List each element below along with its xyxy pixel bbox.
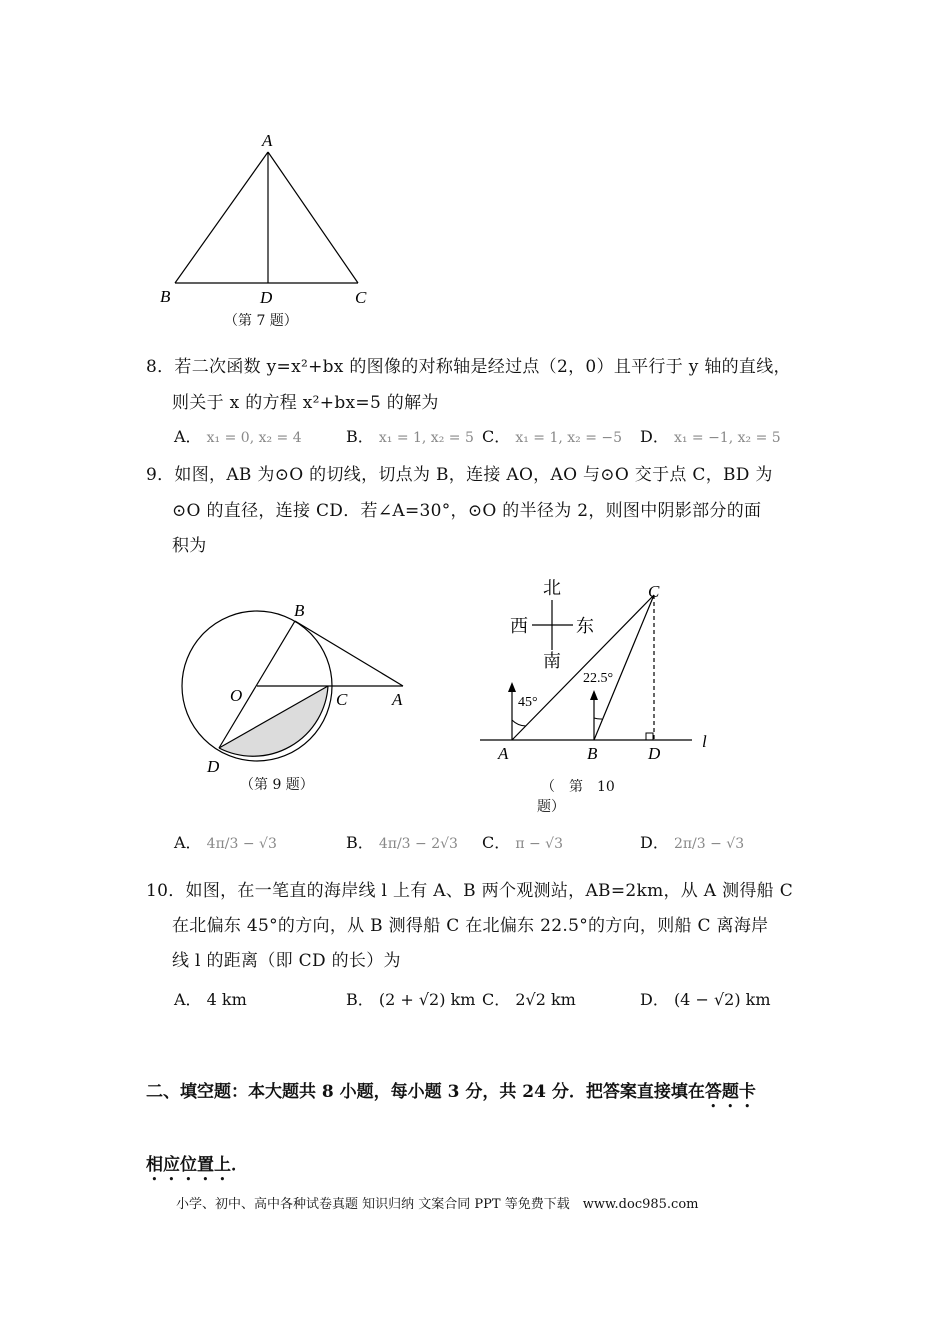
q8-option-b-letter: B． [346,427,374,446]
figure-10-coastline [470,572,720,772]
q9-line2: ⊙O 的直径，连接 CD．若∠A=30°，⊙O 的半径为 2，则图中阴影部分的面 [172,501,762,521]
fig7-label-c: C [355,288,367,305]
compass-east: 东 [576,616,594,636]
q9-option-a-letter: A． [174,833,202,852]
fig10-caption-line1: （ 第 10 [541,779,615,795]
page-footer: 小学、初中、高中各种试卷真题 知识归纳 文案合同 PPT 等免费下载 www.doc985.com [176,1197,699,1212]
fig7-label-d: D [260,288,273,305]
q8-option-c-letter: C． [482,427,511,446]
figure-7-triangle [150,130,390,305]
fig9-label-o: O [230,686,243,705]
q9-option-b-value: 4π/3 − 2√3 [378,836,458,852]
q9-option-a-value: 4π/3 − √3 [206,836,277,852]
q10-line2: 在北偏东 45°的方向，从 B 测得船 C 在北偏东 22.5°的方向，则船 C 离海岸 [172,916,769,936]
fig9-label-d: D [207,757,220,776]
fig7-caption: （第 7 题） [224,313,298,329]
q8-line1: 8．若二次函数 y=x²+bx 的图像的对称轴是经过点（2，0）且平行于 y 轴的直线， [146,357,791,377]
q10-option-b[interactable] [346,987,475,1010]
q10-option-a-value: 4 km [206,990,247,1009]
section-2-heading-text: 二、填空题：本大题共 8 小题，每小题 3 分，共 24 分．把答案直接填在 [146,1082,705,1102]
fig9-label-b: B [294,601,305,620]
q10-option-d[interactable] [640,987,771,1010]
q10-line1: 10．如图，在一笔直的海岸线 l 上有 A、B 两个观测站，AB=2km，从 A 测得船 C [146,881,793,901]
q9-option-d-value: 2π/3 − √3 [673,836,745,852]
q9-line1: 9．如图，AB 为⊙O 的切线，切点为 B，连接 AO，AO 与⊙O 交于点 C，BD 为 [146,465,773,485]
q9-option-c-letter: C． [482,833,511,852]
compass-south: 南 [543,651,561,671]
q10-option-a-letter: A． [174,990,202,1009]
q8-option-a[interactable] [174,424,302,447]
fig10-caption-line2: 题） [537,799,565,815]
q8-option-d[interactable] [640,424,781,447]
fig7-label-a: A [262,131,273,150]
q9-option-a[interactable] [174,830,277,853]
section-2-heading-emphasis-2: 相应位置上 [146,1155,231,1175]
q9-option-b[interactable] [346,830,458,853]
q8-option-c[interactable] [482,424,622,447]
fig10-label-l: l [702,732,707,751]
q10-option-b-letter: B． [346,990,374,1009]
q8-option-c-value: x₁ = 1, x₂ = −5 [515,430,623,446]
q8-option-d-value: x₁ = −1, x₂ = 5 [673,430,781,446]
section-2-heading-end: ． [231,1155,248,1175]
q9-option-c-value: π − √3 [515,836,564,852]
section-2-heading-line1 [146,1077,756,1112]
q9-line3: 积为 [172,536,207,556]
fig10-angle-45: 45° [518,695,538,710]
figure-9-circle [170,598,420,778]
fig10-label-a: A [498,744,509,763]
q10-option-b-value: (2 + √2) km [378,990,476,1009]
fig9-label-a: A [392,690,403,709]
q8-option-b-value: x₁ = 1, x₂ = 5 [378,430,474,446]
fig9-caption: （第 9 题） [240,777,314,793]
q9-option-d-letter: D． [640,833,669,852]
q8-line2: 则关于 x 的方程 x²+bx=5 的解为 [172,393,439,413]
fig10-label-d: D [648,744,661,763]
fig10-label-c: C [648,582,660,601]
q10-line3: 线 l 的距离（即 CD 的长）为 [172,951,401,971]
q9-option-b-letter: B． [346,833,374,852]
compass-west: 西 [510,616,528,636]
q9-option-c[interactable] [482,830,563,853]
fig10-label-b: B [587,744,598,763]
q9-option-d[interactable] [640,830,744,853]
q8-option-a-letter: A． [174,427,202,446]
q8-option-b[interactable] [346,424,474,447]
q10-option-d-value: (4 − √2) km [673,990,771,1009]
q10-option-d-letter: D． [640,990,669,1009]
compass-north: 北 [543,578,561,598]
q10-option-c-value: 2√2 km [515,990,576,1009]
q8-option-a-value: x₁ = 0, x₂ = 4 [206,430,302,446]
q10-option-c[interactable] [482,987,576,1010]
section-2-heading-line2 [146,1150,248,1185]
q8-option-d-letter: D． [640,427,669,446]
q10-option-a[interactable] [174,987,247,1010]
q10-option-c-letter: C． [482,990,511,1009]
fig9-label-c: C [336,690,348,709]
section-2-heading-emphasis: 答题卡 [704,1082,756,1102]
fig10-angle-22-5: 22.5° [583,671,614,686]
fig7-label-b: B [160,287,171,305]
